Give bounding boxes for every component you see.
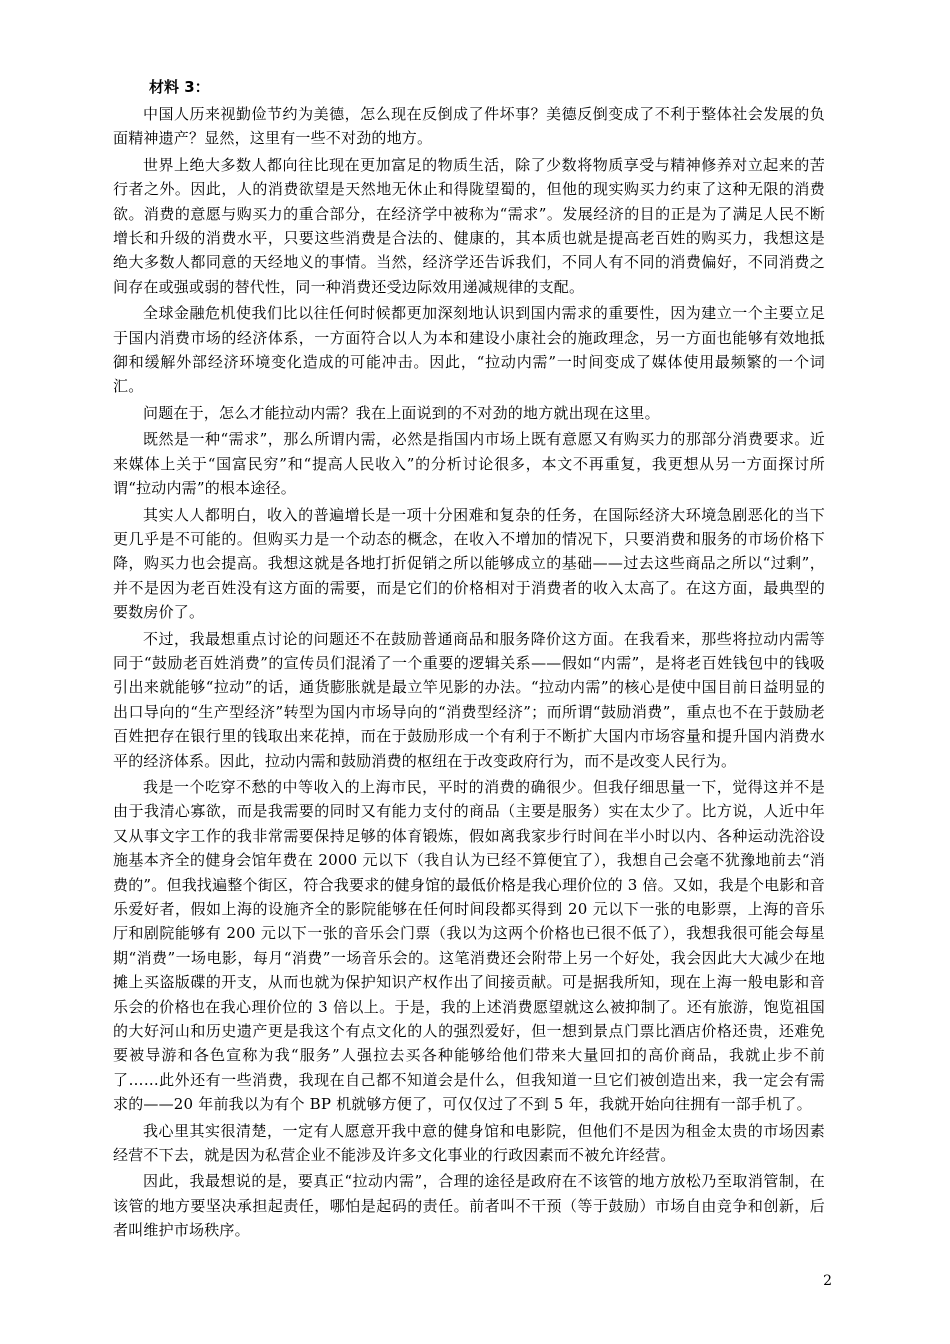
paragraph: 我心里其实很清楚，一定有人愿意开我中意的健身馆和电影院，但他们不是因为租金太贵的市场因素经营不下去，就是因为私营企业不能涉及许多文化事业的行政因素而不被允许经营。	[113, 1121, 825, 1165]
paragraph: 不过，我最想重点讨论的问题还不在鼓励普通商品和服务降价这方面。在我看来，那些将拉动内需等同于“鼓励老百姓消费”的宣传员们混淆了一个重要的逻辑关系——假如“内需”，是将老百姓钱包中的钱吸引出来就能够“拉动”的话，通货膨胀就是最立竿见影的办法。“拉动内需”的核心是使中国目前日益明显的出口导向的“生产型经济”转型为国内市场导向的“消费型经济”；而所谓“鼓励消费”，重点也不在于鼓励老百姓把存在银行里的钱取出来花掉，而在于鼓励形成一个有利于不断扩大国内市场容量和提升国内消费水平的经济体系。因此，拉动内需和鼓励消费的枢纽在于改变政府行为，而不是改变人民行为。	[113, 629, 825, 770]
paragraph: 其实人人都明白，收入的普遍增长是一项十分困难和复杂的任务，在国际经济大环境急剧恶化的当下更几乎是不可能的。但购买力是一个动态的概念，在收入不增加的情况下，只要消费和服务的市场价格下降，购买力也会提高。我想这就是各地打折促销之所以能够成立的基础——过去这些商品之所以“过剩”，并不是因为老百姓没有这方面的需要，而是它们的价格相对于消费者的收入太高了。在这方面，最典型的要数房价了。	[113, 505, 825, 622]
paragraph: 既然是一种“需求”，那么所谓内需，必然是指国内市场上既有意愿又有购买力的那部分消费要求。近来媒体上关于“国富民穷”和“提高人民收入”的分析讨论很多，本文不再重复，我更想从另一方面探讨所谓“拉动内需”的根本途径。	[113, 430, 825, 498]
paragraph: 因此，我最想说的是，要真正“拉动内需”，合理的途径是政府在不该管的地方放松乃至取消管制，在该管的地方要坚决承担起责任，哪怕是起码的责任。前者叫不干预（等于鼓励）市场自由竞争和创新，后者叫维护市场秩序。	[113, 1172, 825, 1240]
paragraph: 全球金融危机使我们比以往任何时候都更加深刻地认识到国内需求的重要性，因为建立一个主要立足于国内消费市场的经济体系，一方面符合以人为本和建设小康社会的施政理念，另一方面也能够有效地抵御和缓解外部经济环境变化造成的可能冲击。因此，“拉动内需”一时间变成了媒体使用最频繁的一个词汇。	[113, 304, 825, 396]
material-heading: 材料 3：	[149, 78, 210, 96]
page-number: 2	[823, 1273, 832, 1289]
paragraph: 我是一个吃穿不愁的中等收入的上海市民，平时的消费的确很少。但我仔细思量一下，觉得这并不是由于我清心寡欲，而是我需要的同时又有能力支付的商品（主要是服务）实在太少了。比方说，人近中年又从事文字工作的我非常需要保持足够的体育锻炼，假如离我家步行时间在半小时以内、各种运动洗浴设施基本齐全的健身会馆年费在 2000 元以下（我自认为已经不算便宜了），我想自己会毫不犹豫地前去“消费的”。但我找遍整个街区，符合我要求的健身馆的最低价格是我心理价位的 3 倍。又如，我是个电影和音乐爱好者，假如上海的设施齐全的影院能够在任何时间段都买得到 20 元以下一张的电影票，上海的音乐厅和剧院能够有 200 元以下一张的音乐会门票（我以为这两个价格也已很不低了），我想我很可能会每星期“消费”一场电影，每月“消费”一场音乐会的。这笔消费还会附带上另一个好处，我会因此大大减少在地摊上买盗版碟的开支，从而也就为保护知识产权作出了间接贡献。可是据我所知，现在上海一般电影和音乐会的价格也在我心理价位的 3 倍以上。于是，我的上述消费愿望就这么被抑制了。还有旅游，饱览祖国的大好河山和历史遗产更是我这个有点文化的人的强烈爱好，但一想到景点门票比酒店价格还贵，还难免要被导游和各色宣称为我“服务”人强拉去买各种能够给他们带来大量回扣的高价商品，我就止步不前了……此外还有一些消费，我现在自己都不知道会是什么，但我知道一旦它们被创造出来，我一定会有需求的——20 年前我以为有个 BP 机就够方便了，可仅仅过了不到 5 年，我就开始向往拥有一部手机了。	[113, 777, 825, 1114]
document-body	[113, 75, 825, 1245]
paragraph: 中国人历来视勤俭节约为美德，怎么现在反倒成了件坏事？美德反倒变成了不利于整体社会发展的负面精神遗产？显然，这里有一些不对劲的地方。	[113, 105, 825, 148]
paragraph: 问题在于，怎么才能拉动内需？我在上面说到的不对劲的地方就出现在这里。	[143, 403, 660, 422]
paragraph: 世界上绝大多数人都向往比现在更加富足的物质生活，除了少数将物质享受与精神修养对立起来的苦行者之外。因此，人的消费欲望是天然地无休止和得陇望蜀的，但他的现实购买力约束了这种无限的消费欲。消费的意愿与购买力的重合部分，在经济学中被称为“需求”。发展经济的目的正是为了满足人民不断增长和升级的消费水平，只要这些消费是合法的、健康的，其本质也就是提高老百姓的购买力，我想这是绝大多数人都同意的天经地义的事情。当然，经济学还告诉我们，不同人有不同的消费偏好，不同消费之间存在或强或弱的替代性，同一种消费还受边际效用递减规律的支配。	[113, 155, 825, 296]
